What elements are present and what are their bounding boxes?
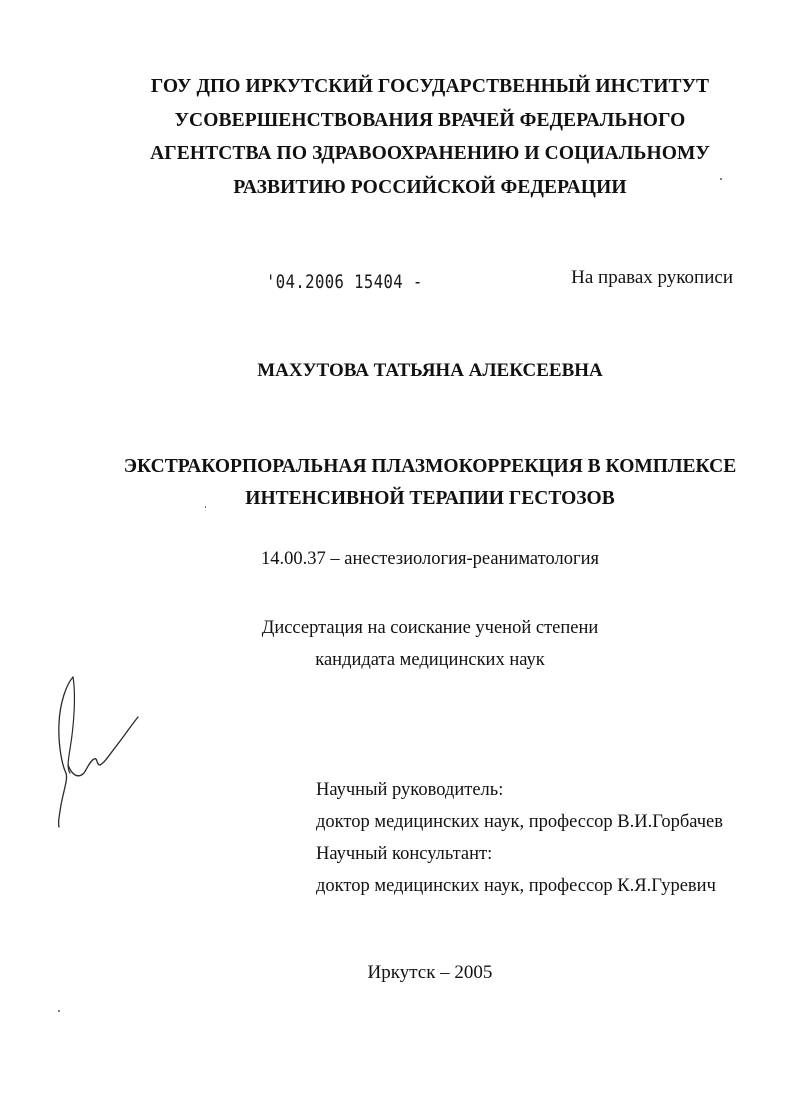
specialty-code: 14.00.37 – анестезиология-реаниматология: [261, 549, 599, 569]
institution-line-3: АГЕНТСТВА ПО ЗДРАВООХРАНЕНИЮ И СОЦИАЛЬНОМУ: [150, 143, 710, 164]
institution-line-1: ГОУ ДПО ИРКУТСКИЙ ГОСУДАРСТВЕННЫЙ ИНСТИТУТ: [150, 76, 710, 97]
title-line-1: ЭКСТРАКОРПОРАЛЬНАЯ ПЛАЗМОКОРРЕКЦИЯ В КОМПЛЕКСЕ: [123, 456, 737, 477]
institution-line-2: УСОВЕРШЕНСТВОВАНИЯ ВРАЧЕЙ ФЕДЕРАЛЬНОГО: [174, 109, 686, 131]
stamp-number-text: 04.2006 15404: [275, 271, 404, 293]
signature-stroke-1: [59, 677, 73, 827]
scan-speck: [205, 506, 206, 508]
scan-speck: [58, 1010, 60, 1012]
title-line-2: ИНТЕНСИВНОЙ ТЕРАПИИ ГЕСТОЗОВ: [245, 488, 615, 509]
consultant-label: Научный консультант:: [316, 844, 493, 864]
dissertation-title: [100, 451, 760, 515]
supervisors-block: [316, 774, 723, 902]
signature-stroke-2: [68, 677, 74, 773]
consultant-name: доктор медицинских наук, профессор К.Я.Гуревич: [316, 876, 716, 896]
supervisor-name: доктор медицинских наук, профессор В.И.Горбачев: [316, 812, 723, 832]
city-year: Иркутск – 2005: [367, 962, 493, 983]
institution-header: [100, 70, 760, 204]
degree-statement: [100, 612, 760, 676]
author-name: МАХУТОВА ТАТЬЯНА АЛЕКСЕЕВНА: [257, 360, 603, 381]
manuscript-rights-note: На правах рукописи: [571, 267, 733, 288]
handwritten-signature-icon: [40, 665, 160, 835]
stamp-tick-right: -: [403, 271, 423, 293]
stamp-tick-left: ': [266, 271, 276, 293]
scan-speck: [720, 178, 722, 180]
supervisor-label: Научный руководитель:: [316, 780, 504, 800]
degree-line-2: кандидата медицинских наук: [315, 650, 545, 670]
degree-line-1: Диссертация на соискание ученой степени: [261, 618, 599, 638]
institution-line-4: РАЗВИТИЮ РОССИЙСКОЙ ФЕДЕРАЦИИ: [233, 176, 627, 198]
archive-stamp-number: [266, 271, 423, 293]
signature-stroke-3: [68, 717, 138, 776]
